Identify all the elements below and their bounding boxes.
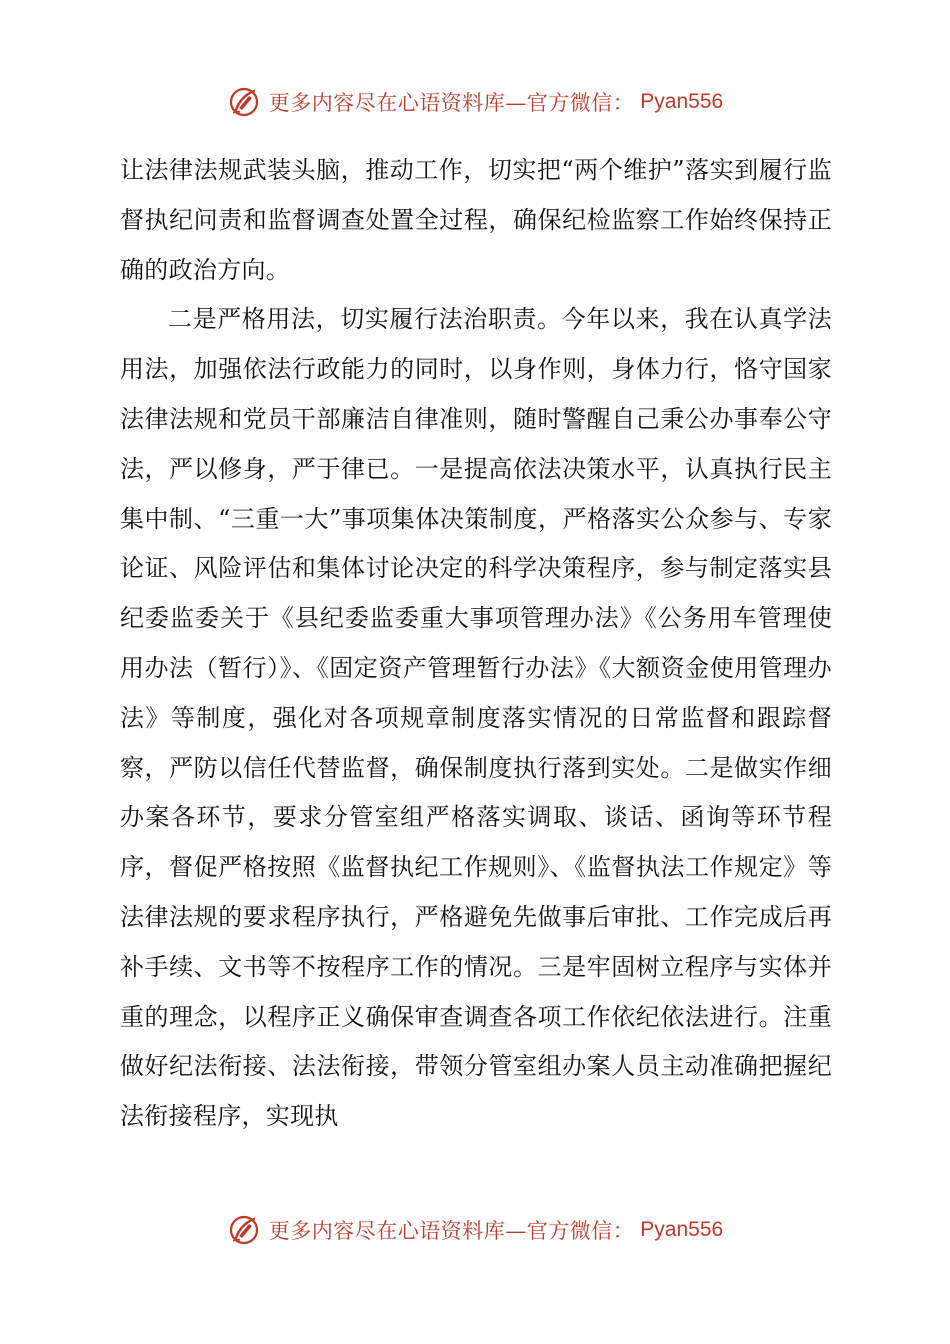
banner-text: 更多内容尽在心语资料库—官方微信： bbox=[268, 91, 635, 115]
paragraph-strict-law-use: 二是严格用法，切实履行法治职责。今年以来，我在认真学法用法，加强依法行政能力的同时，以身作则，身体力行，恪守国家法律法规和党员干部廉洁自律准则，随时警醒自己秉公办事奉公守法，严以修身，严于律已。一是提高依法决策水平，认真执行民主集中制、“三重一大”事项集体决策制度，严格落实公众参与、专家论证、风险评估和集体讨论决定的科学决策程序，参与制定落实县纪委监委关于《县纪委监委重大事项管理办法》《公务用车管理使用办法（暂行）》、《固定资产管理暂行办法》《大额资金使用管理办法》等制度，强化对各项规章制度落实情况的日常监督和跟踪督察，严防以信任代替监督，确保制度执行落到实处。二是做实作细办案各环节，要求分管室组严格落实调取、谈话、函询等环节程序，督促严格按照《监督执纪工作规则》、《监督执法工作规定》等法律法规的要求程序执行，严格避免先做事后审批、工作完成后再补手续、文书等不按程序工作的情况。三是牢固树立程序与实体并重的理念，以程序正义确保审查调查各项工作依纪依法进行。注重做好纪法衔接、法法衔接，带领分管室组办案人员主动准确把握纪法衔接程序，实现执 bbox=[120, 305, 832, 1131]
header-banner bbox=[0, 80, 950, 124]
banner-text: 更多内容尽在心语资料库—官方微信： bbox=[268, 1219, 635, 1243]
pen-seal-logo-icon bbox=[227, 84, 263, 120]
document-body bbox=[120, 146, 832, 1142]
pen-seal-logo-icon bbox=[227, 1212, 263, 1248]
paragraph-continuation: 让法律法规武装头脑，推动工作，切实把“两个维护”落实到履行监督执纪问责和监督调查处置全过程，确保纪检监察工作始终保持正确的政治方向。 bbox=[120, 156, 832, 284]
wechat-id: Pyan556 bbox=[640, 90, 724, 113]
wechat-id: Pyan556 bbox=[640, 1218, 724, 1241]
footer-banner bbox=[0, 1208, 950, 1252]
